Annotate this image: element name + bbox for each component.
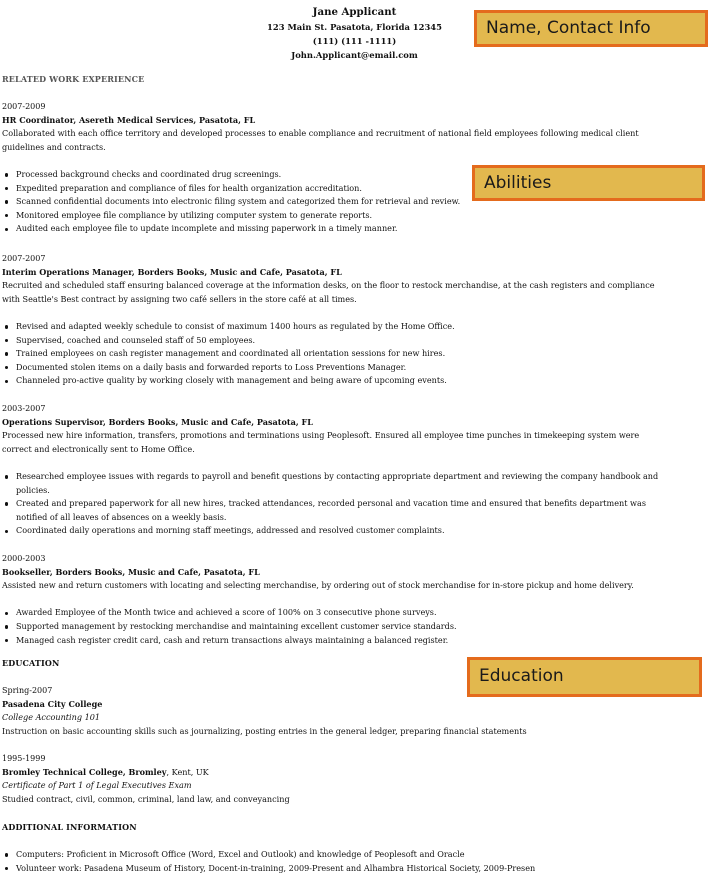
- education-location: , Kent, UK: [166, 766, 209, 777]
- education-entry: [2, 684, 662, 738]
- education-school-line: [2, 766, 662, 780]
- job-bullet: Researched employee issues with regards to payroll and benefit questions by contacting appropriate department and reviewing the company handbook and policies.: [2, 470, 662, 497]
- job-bullet: Trained employees on cash register management and coordinated all orientation sessions for new hires.: [2, 347, 662, 361]
- additional-bullets: [2, 848, 702, 875]
- phone-line: (111) (111 -1111): [312, 36, 397, 46]
- education-course: Certificate of Part 1 of Legal Executives Exam: [2, 780, 192, 791]
- job-dates: 2000-2003: [2, 554, 46, 563]
- job-entry: [2, 252, 662, 388]
- education-school: Pasadena City College: [2, 698, 103, 709]
- additional-bullet: Volunteer work: Pasadena Museum of History, Docent-in-training, 2009-Present and Alhambra Historical Society, 2009-Presen: [2, 862, 702, 876]
- additional-bullet: Computers: Proficient in Microsoft Office (Word, Excel and Outlook) and knowledge of Peoplesoft and Oracle: [2, 848, 702, 862]
- job-bullet: Managed cash register credit card, cash and return transactions always maintaining a balanced register.: [2, 634, 662, 648]
- job-bullets: [2, 470, 662, 538]
- job-bullet: Monitored employee file compliance by utilizing computer system to generate reports.: [2, 209, 662, 223]
- callout-education-label: Education: [479, 666, 564, 686]
- address-line: 123 Main St. Pasatota, Florida 12345: [267, 22, 442, 32]
- education-dates: Spring-2007: [2, 686, 53, 695]
- callout-abilities-label: Abilities: [484, 173, 552, 193]
- job-bullet: Documented stolen items on a daily basis and forwarded reports to Loss Preventions Manager.: [2, 361, 662, 375]
- job-description: Recruited and scheduled staff ensuring balanced coverage at the information desks, on the floor to restock merchandise, at the cash registers and compliance with Seattle's Best contract by assigning two café sellers in the store café at all times.: [2, 280, 655, 304]
- job-bullet: Supervised, coached and counseled staff of 50 employees.: [2, 334, 662, 348]
- job-bullet: Scanned confidential documents into electronic filing system and categorized them for retrieval and review.: [2, 195, 662, 209]
- education-course: College Accounting 101: [2, 712, 101, 723]
- job-role: Bookseller, Borders Books, Music and Cafe, Pasatota, FL: [2, 566, 260, 577]
- education-entry: [2, 752, 662, 806]
- job-entry: [2, 402, 662, 538]
- job-description: Processed new hire information, transfers, promotions and terminations using Peoplesoft. Ensured all employee time punches in timekeeping system were correct and electronically sent to Home Office.: [2, 430, 640, 454]
- email-line: John.Applicant@email.com: [291, 50, 418, 60]
- callout-abilities: [472, 165, 705, 201]
- job-dates: 2003-2007: [2, 404, 46, 413]
- job-dates: 2007-2007: [2, 254, 46, 263]
- job-bullets: [2, 606, 662, 647]
- education-description: Studied contract, civil, common, criminal, land law, and conveyancing: [2, 793, 290, 804]
- education-description: Instruction on basic accounting skills such as journalizing, posting entries in the general ledger, preparing financial statements: [2, 725, 527, 736]
- job-bullet: Expedited preparation and compliance of files for health organization accreditation.: [2, 182, 662, 196]
- job-bullet: Coordinated daily operations and morning staff meetings, addressed and resolved customer complaints.: [2, 524, 662, 538]
- job-bullet: Processed background checks and coordinated drug screenings.: [2, 168, 662, 182]
- job-bullet: Revised and adapted weekly schedule to consist of maximum 1400 hours as regulated by the Home Office.: [2, 320, 662, 334]
- job-dates: 2007-2009: [2, 102, 46, 111]
- additional-info: [2, 848, 702, 875]
- job-role: Operations Supervisor, Borders Books, Music and Cafe, Pasatota, FL: [2, 416, 313, 427]
- callout-contact-label: Name, Contact Info: [486, 18, 651, 38]
- job-description: Assisted new and return customers with locating and selecting merchandise, by ordering out of stock merchandise for in-store pickup and home delivery.: [2, 580, 634, 591]
- section-title-experience: RELATED WORK EXPERIENCE: [2, 74, 145, 84]
- job-description: Collaborated with each office territory and developed processes to enable compliance and recruitment of national field employees following medical client guidelines and contracts.: [2, 128, 639, 152]
- job-bullet: Audited each employee file to update incomplete and missing paperwork in a timely manner.: [2, 222, 662, 236]
- job-role: Interim Operations Manager, Borders Books, Music and Cafe, Pasatota, FL: [2, 266, 342, 277]
- applicant-name: Jane Applicant: [312, 6, 397, 18]
- education-school: Bromley Technical College, Bromley: [2, 766, 167, 777]
- job-bullet: Channeled pro-active quality by working closely with management and being aware of upcoming events.: [2, 374, 662, 388]
- education-dates: 1995-1999: [2, 754, 46, 763]
- job-bullet: Awarded Employee of the Month twice and achieved a score of 100% on 3 consecutive phone surveys.: [2, 606, 662, 620]
- job-entry: [2, 552, 662, 647]
- section-title-education: EDUCATION: [2, 658, 60, 668]
- job-bullets: [2, 320, 662, 388]
- section-title-additional: ADDITIONAL INFORMATION: [2, 822, 137, 832]
- job-bullet: Created and prepared paperwork for all new hires, tracked attendances, recorded personal and vacation time and ensured that benefits department was notified of all leaves of absences on a weekly basis.: [2, 497, 662, 524]
- callout-contact-info: [474, 10, 708, 47]
- job-bullet: Supported management by restocking merchandise and maintaining excellent customer service standards.: [2, 620, 662, 634]
- job-role: HR Coordinator, Asereth Medical Services, Pasatota, FL: [2, 114, 256, 125]
